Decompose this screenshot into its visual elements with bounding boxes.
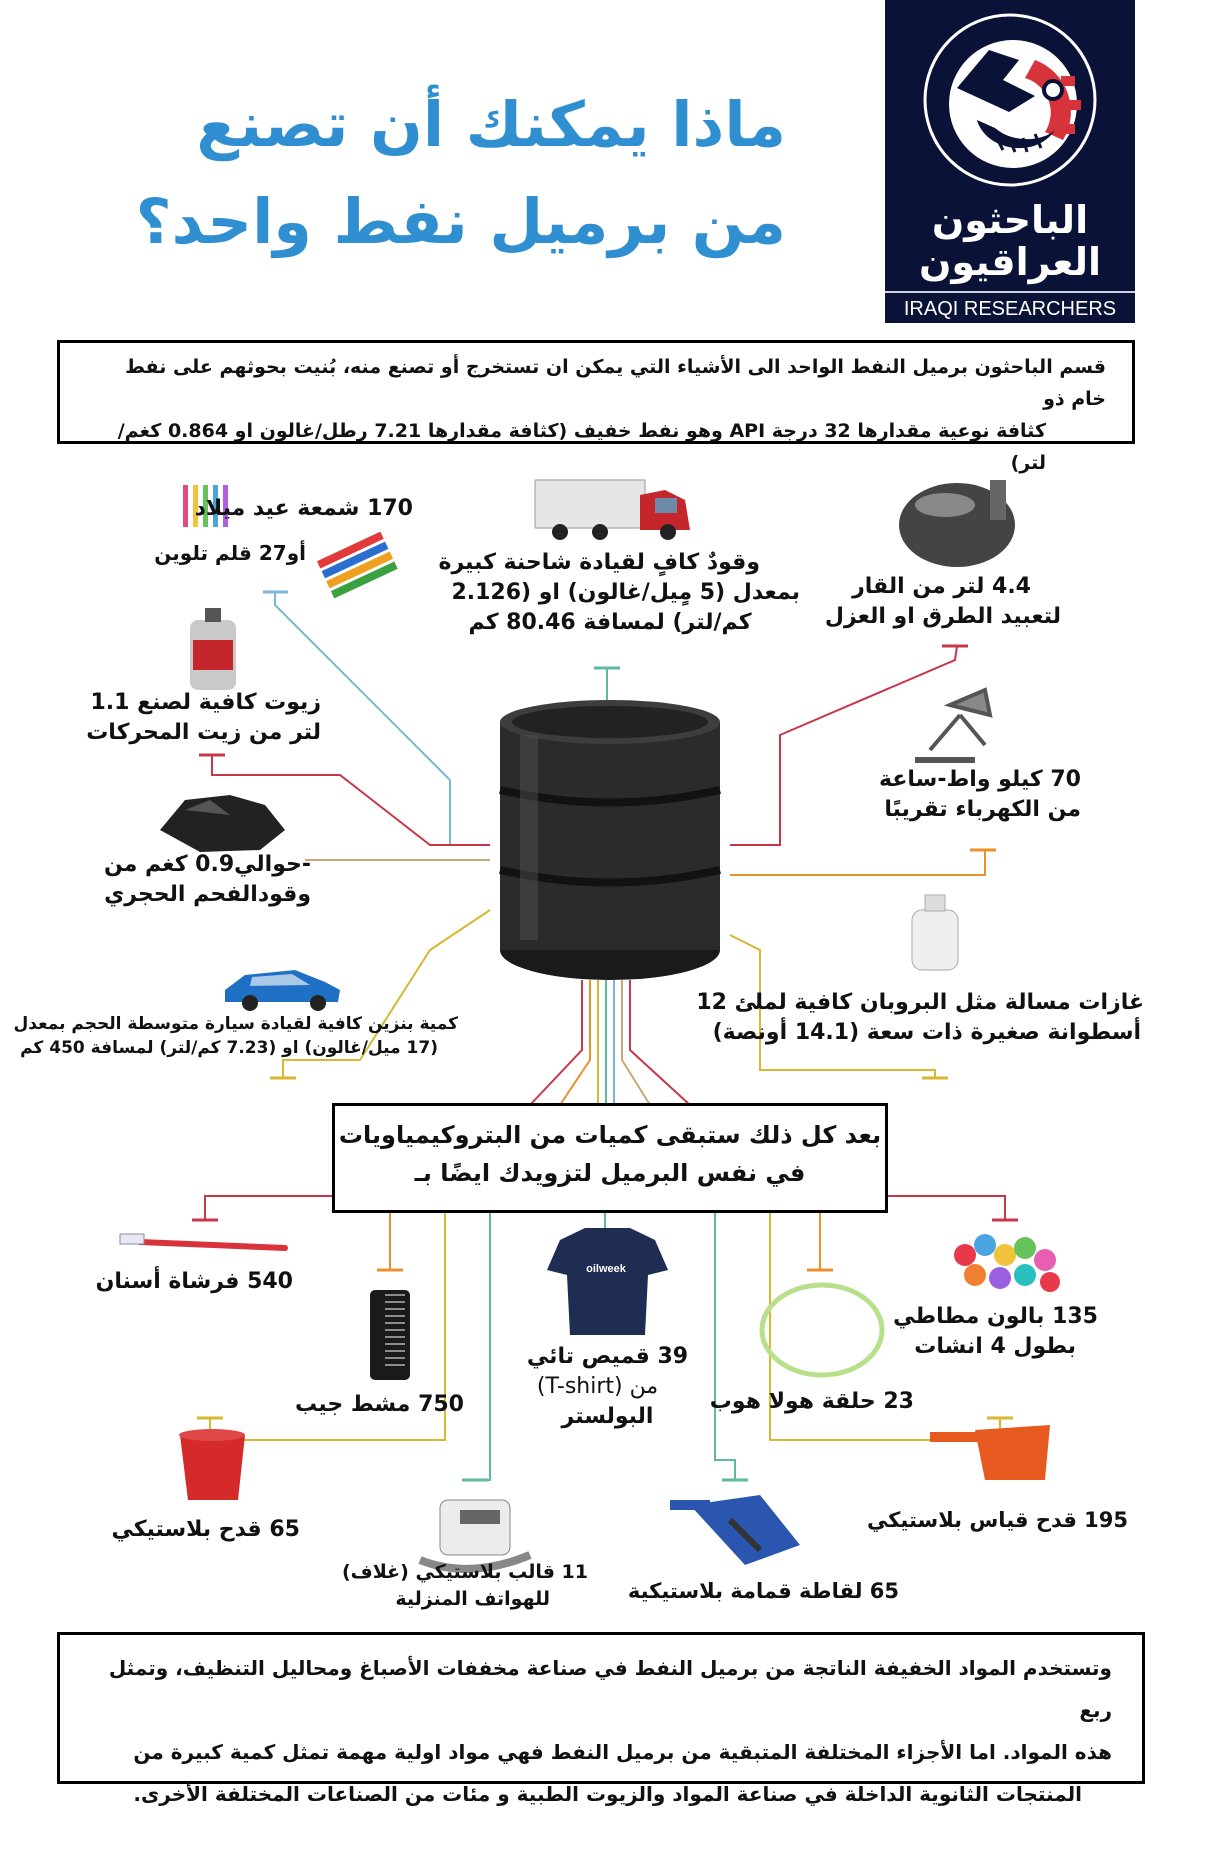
label-comb: 750 مشط جيب xyxy=(295,1392,464,1417)
label-propane-1: غازات مسالة مثل البروبان كافية لملئ 12 xyxy=(696,990,1144,1015)
footer-line1: وتستخدم المواد الخفيفة الناتجة من برميل النفط في صناعة مخففات الأصباغ ومحاليل التنظيف، وتمثل ربع xyxy=(108,1656,1112,1722)
comb-icon xyxy=(370,1290,410,1380)
car-icon xyxy=(225,970,340,1011)
label-motor-oil-1: زيوت كافية لصنع 1.1 xyxy=(90,690,321,715)
label-tshirt-3: البولستر xyxy=(561,1404,654,1429)
logo-english: IRAQI RESEARCHERS xyxy=(885,291,1135,325)
toothbrush-icon xyxy=(120,1234,285,1248)
label-electricity-2: من الكهرباء تقريبًا xyxy=(884,797,1081,822)
label-propane-2: أسطوانة صغيرة ذات سعة (14.1 أونصة) xyxy=(712,1020,1141,1045)
label-phone-1: 11 قالب بلاستيكي (غلاف) xyxy=(342,1561,588,1583)
connector-phone xyxy=(475,1212,490,1480)
label-balloons-1: 135 بالون مطاطي xyxy=(893,1304,1098,1329)
label-electricity-1: 70 كيلو واط-ساعة xyxy=(879,767,1081,792)
label-motor-oil-2: لتر من زيت المحركات xyxy=(86,720,321,745)
label-hula: 23 حلقة هولا هوب xyxy=(709,1389,914,1414)
page-title-line1: ماذا يمكنك أن تصنع xyxy=(196,88,786,161)
connector-toothbrush xyxy=(205,1196,335,1220)
label-truck-2: بمعدل (5 مٍيل/غالون) او (2.126 xyxy=(451,580,800,605)
truck-icon xyxy=(535,480,690,540)
label-tshirt-2: من (T-shirt) xyxy=(536,1374,659,1399)
logo-name-line2: العراقيون xyxy=(918,240,1102,284)
tshirt-print: oilweek xyxy=(586,1263,626,1275)
footer-line2: هذه المواد. اما الأجزاء المختلفة المتبقية من برميل النفط فهي مواد اولية مهمة تمثل كمية كبيرة من xyxy=(133,1740,1112,1764)
intro-line1: قسم الباحثون برميل النفط الواحد الى الأشياء التي يمكن ان تستخرج أو تصنع منه، بُنيت بحوثهم على نفط خام ذو xyxy=(125,356,1106,410)
footer-box xyxy=(57,1632,1145,1806)
measuring-cup-icon xyxy=(930,1425,1050,1480)
label-phone-2: للهواتف المنزلية xyxy=(395,1588,550,1610)
gas-cylinder-icon xyxy=(912,895,958,970)
label-gasoline-1: كمية بنزين كافية لقيادة سيارة متوسطة الحجم بمعدل xyxy=(13,1014,458,1034)
plastic-cup-icon xyxy=(179,1429,245,1500)
label-candles-1: 170 شمعة عيد ميلاد xyxy=(194,496,413,521)
connector-dustpan xyxy=(715,1212,735,1480)
connector-balloons xyxy=(885,1196,1005,1220)
label-coal-1: -حوالي0.9 كغم من xyxy=(103,852,311,877)
label-gasoline-2: (17 ميل/غالون) او (7.23 كم/لتر) لمسافة 450 كم xyxy=(20,1038,438,1058)
label-balloons-2: بطول 4 انشات xyxy=(914,1334,1076,1359)
label-measuring: 195 قدح قياس بلاستيكي xyxy=(866,1508,1128,1532)
oil-bottle-icon xyxy=(190,608,236,690)
asphalt-icon xyxy=(899,480,1015,567)
petrochemicals-box xyxy=(332,1103,888,1213)
label-dustpan: 65 لقاطة قمامة بلاستيكية xyxy=(627,1579,899,1603)
petrochemicals-line1: بعد كل ذلك ستبقى كميات من البتروكيمياويات xyxy=(338,1121,882,1149)
label-coal-2: وقودالفحم الحجري xyxy=(104,882,311,907)
tshirt-icon xyxy=(547,1228,668,1335)
desk-lamp-icon xyxy=(915,690,990,760)
dustpan-icon xyxy=(670,1495,800,1565)
label-candles-2: أو27 قلم تلوين xyxy=(154,541,306,565)
telephone-icon xyxy=(420,1500,530,1569)
label-toothbrush: 540 فرشاة أسنان xyxy=(95,1269,293,1294)
oil-barrel-icon xyxy=(500,700,720,980)
logo-name-line1: الباحثون xyxy=(931,198,1089,242)
label-truck-1: وقودٌ كافٍ لقيادة شاحنة كبيرة xyxy=(438,550,760,575)
label-truck-3: كم/لتر) لمسافة 80.46 كم xyxy=(468,610,752,635)
page-title-line2: من برميل نفط واحد؟ xyxy=(135,185,786,258)
connector-electricity xyxy=(730,850,985,875)
label-asphalt-1: 4.4 لتر من القار xyxy=(852,574,1031,599)
label-asphalt-2: لتعبيد الطرق او العزل xyxy=(824,604,1061,629)
label-cups: 65 قدح بلاستيكي xyxy=(111,1517,300,1542)
petrochemicals-line2: في نفس البرميل لتزويدك ايضًا بـ xyxy=(414,1159,806,1187)
footer-line3: المنتجات الثانوية الداخلة في صناعة المواد والزيوت الطبية و مئات من الصناعات المختلفة الأخرى. xyxy=(133,1782,1082,1806)
label-tshirt-1: 39 قميص تائي xyxy=(526,1344,689,1369)
hula-hoop-icon xyxy=(762,1285,882,1375)
coal-icon xyxy=(160,795,285,852)
balloons-icon xyxy=(954,1234,1060,1292)
intro-line2: كثافة نوعية مقدارها 32 درجة API وهو نفط خفيف (كثافة مقدارها 7.21 رطل/غالون او 0.864 كغم/لتر) xyxy=(117,420,1046,474)
